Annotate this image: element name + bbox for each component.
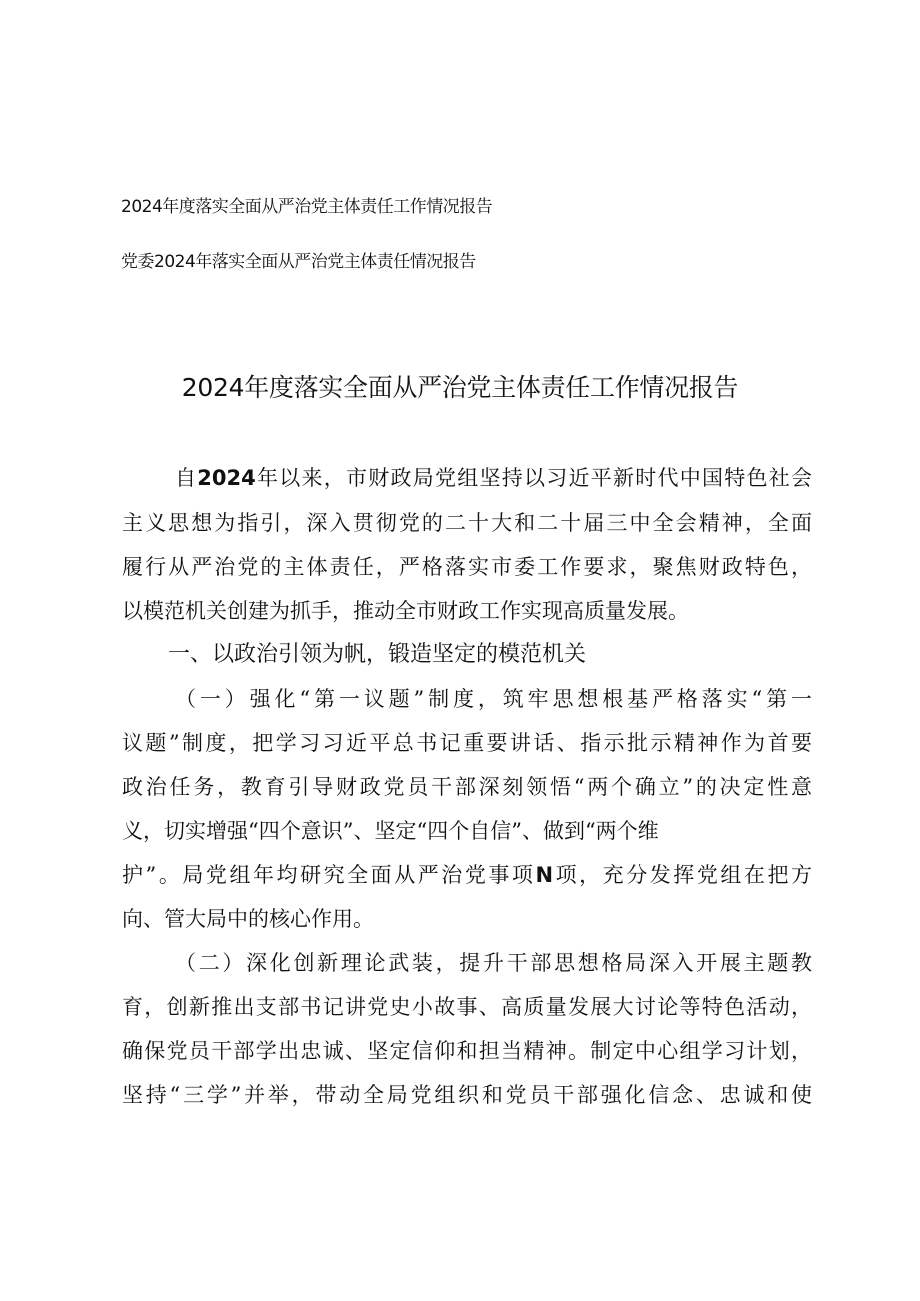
para1-line-5-a: 护”。局党组年均研究全面从严治党事项 [122,863,536,887]
document-title: 2024年度落实全面从严治党主体责任工作情况报告 [181,373,739,402]
toc-item-2: 党委2024年落实全面从严治党主体责任情况报告 [121,252,476,272]
para1-line-6: 向、管大局中的核心作用。 [122,907,374,931]
toc-item-1: 2024年度落实全面从严治党主体责任工作情况报告 [121,197,493,217]
para2-line-2: 育，创新推出支部书记讲党史小故事、高质量发展大讨论等特色活动， [122,995,812,1019]
para2-line-4: 坚持“三学”并举，带动全局党组织和党员干部强化信念、忠诚和使 [122,1083,812,1107]
intro-line-1-rest: 年以来，市财政局党组坚持以习近平新时代中国特色社会 [255,466,813,490]
para1-item-count: N [535,863,554,887]
para2-line-3: 确保党员干部学出忠诚、坚定信仰和担当精神。制定中心组学习计划， [122,1039,812,1063]
para1-line-3: 政治任务，教育引导财政党员干部深刻领悟“两个确立”的决定性意 [122,775,812,799]
section-1-heading: 一、以政治引领为帆，锻造坚定的模范机关 [168,642,587,667]
intro-year: 2024 [197,466,256,490]
intro-line-2: 主义思想为指引，深入贯彻党的二十大和二十届三中全会精神，全面 [122,511,812,535]
intro-line-4: 以模范机关创建为抓手，推动全市财政工作实现高质量发展。 [122,599,689,623]
intro-prefix: 自 [175,466,198,490]
intro-line-3: 履行从严治党的主体责任，严格落实市委工作要求，聚焦财政特色， [122,555,812,579]
para2-line-1: （二）深化创新理论武装，提升干部思想格局深入开展主题教 [175,951,812,975]
para1-line-5 [122,860,812,890]
para1-line-1: （一）强化“第一议题”制度，筑牢思想根基严格落实“第一 [175,687,812,711]
para1-line-2: 议题”制度，把学习习近平总书记重要讲话、指示批示精神作为首要 [122,731,812,755]
para1-line-4: 义，切实增强“四个意识”、坚定“四个自信”、做到“两个维 [122,819,659,843]
intro-line-1 [175,463,812,493]
para1-line-5-b: 项，充分发挥党组在把方 [553,863,813,887]
